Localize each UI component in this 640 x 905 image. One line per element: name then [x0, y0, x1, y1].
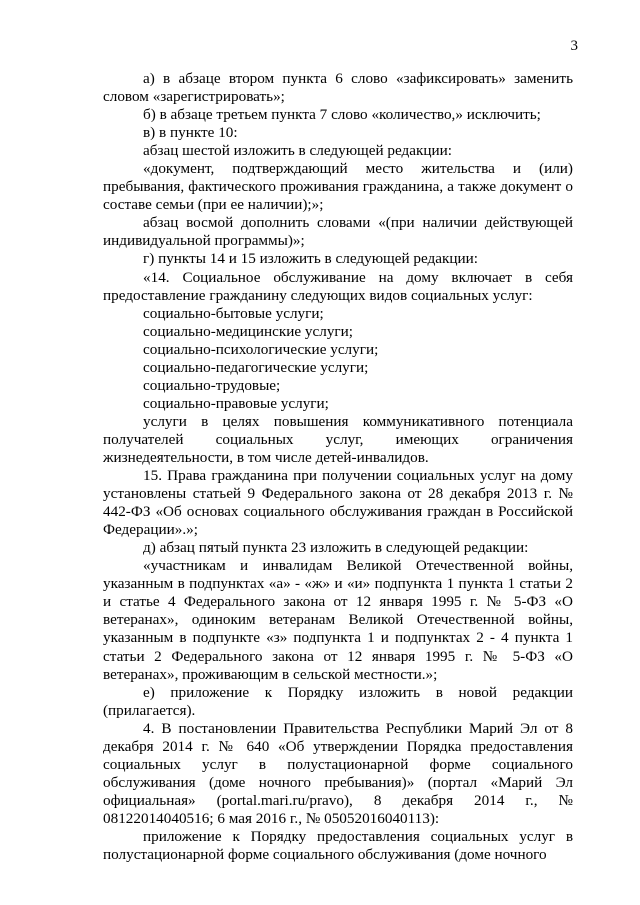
paragraph: 4. В постановлении Правительства Республики Марий Эл от 8 декабря 2014 г. № 640 «Об утверждении Порядка предоставления социальных услуг в полустационарной форме социального обслуживания (доме ночного пребывания)» (портал «Марий Эл официальная» (portal.mari.ru/pravo), 8 декабря 2014 г., № 08122014040516; 6 мая 2016 г., № 05052016040113):: [103, 719, 573, 827]
document-body: [103, 70, 573, 864]
paragraph: абзац восмой дополнить словами «(при наличии действующей индивидуальной программы)»;: [103, 214, 573, 250]
paragraph: а) в абзаце втором пункта 6 слово «зафиксировать» заменить словом «зарегистрировать»;: [103, 70, 573, 106]
paragraph: д) абзац пятый пункта 23 изложить в следующей редакции:: [143, 539, 529, 557]
list-item: социально-трудовые;: [143, 376, 281, 394]
list-item: социально-медицинские услуги;: [143, 322, 354, 340]
paragraph: г) пункты 14 и 15 изложить в следующей редакции:: [143, 250, 478, 268]
list-item: социально-психологические услуги;: [143, 340, 379, 358]
list-item: социально-педагогические услуги;: [143, 358, 369, 376]
paragraph: 15. Права гражданина при получении социальных услуг на дому установлены статьей 9 Федерального закона от 28 декабря 2013 г. № 442-ФЗ «Об основах социального обслуживания граждан в Российской Федерации».»;: [103, 467, 573, 539]
paragraph: «документ, подтверждающий место жительства и (или) пребывания, фактического проживания гражданина, а также документ о составе семьи (при ее наличии);»;: [103, 160, 573, 214]
list-item: услуги в целях повышения коммуникативного потенциала получателей социальных услуг, имеющих ограничения жизнедеятельности, в том числе детей-инвалидов.: [103, 412, 573, 466]
paragraph: «участникам и инвалидам Великой Отечественной войны, указанным в подпунктах «а» - «ж» и «и» подпункта 1 пункта 1 статьи 2 и статье 4 Федерального закона от 12 января 1995 г. № 5-ФЗ «О ветеранах», одиноким ветеранам Великой Отечественной войны, указанным в подпункте «з» подпункта 1 и подпунктах 2 - 4 пункта 1 статьи 2 Федерального закона от 12 января 1995 г. № 5-ФЗ «О ветеранах», проживающим в сельской местности.»;: [103, 557, 573, 683]
paragraph: абзац шестой изложить в следующей редакции:: [143, 142, 452, 160]
paragraph: в) в пункте 10:: [143, 124, 238, 142]
paragraph: приложение к Порядку предоставления социальных услуг в полустационарной форме социального обслуживания (доме ночного: [103, 827, 573, 864]
paragraph: е) приложение к Порядку изложить в новой редакции (прилагается).: [103, 683, 573, 719]
paragraph: б) в абзаце третьем пункта 7 слово «количество,» исключить;: [143, 106, 541, 124]
page-number: 3: [570, 38, 578, 54]
paragraph: «14. Социальное обслуживание на дому включает в себя предоставление гражданину следующих видов социальных услуг:: [103, 268, 573, 304]
list-item: социально-правовые услуги;: [143, 394, 329, 412]
list-item: социально-бытовые услуги;: [143, 304, 324, 322]
